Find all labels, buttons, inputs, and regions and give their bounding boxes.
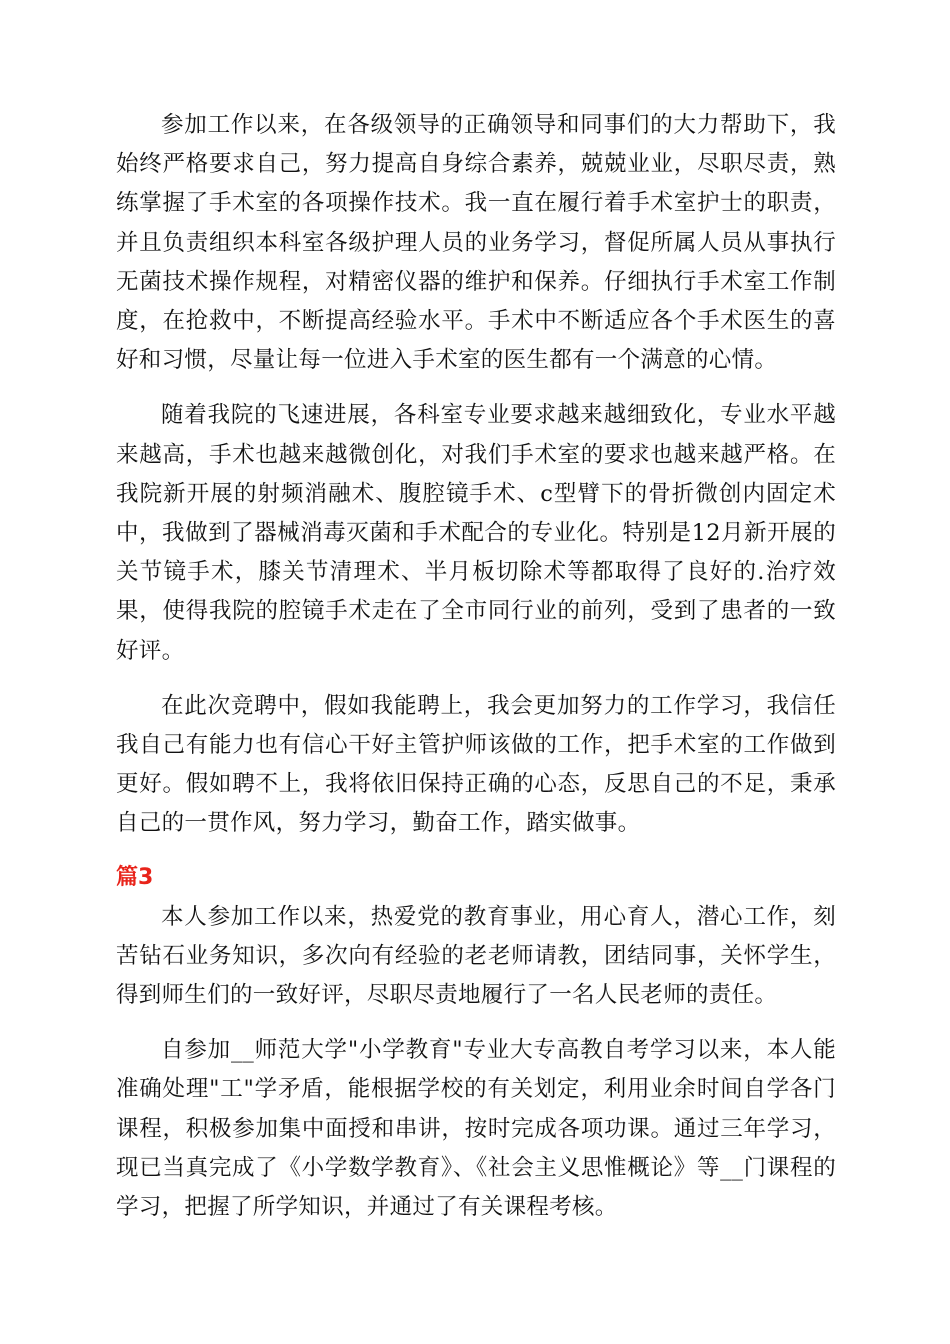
section-heading: 篇3 [116,864,154,890]
paragraph-hospital-development: 随着我院的飞速进展，各科室专业要求越来越细致化，专业水平越来越高，手术也越来越微创化，对我们手术室的要求也越来越严格。在我院新开展的射频消融术、腹腔镜手术、c型臂下的骨折微创内固定术中，我做到了器械消毒灭菌和手术配合的专业化。特别是12月新开展的关节镜手术，膝关节清理术、半月板切除术等都取得了良好的.治疗效果，使得我院的腔镜手术走在了全市同行业的前列，受到了患者的一致好评。 [116,402,836,664]
document-page [116,106,836,1243]
paragraph-competition-statement: 在此次竞聘中，假如我能聘上，我会更加努力的工作学习，我信任我自己有能力也有信心干好主管护师该做的工作，把手术室的工作做到更好。假如聘不上，我将依旧保持正确的心态，反思自己的不足，秉承自己的一贯作风，努力学习，勤奋工作，踏实做事。 [116,692,836,837]
paragraph-self-study: 自参加__师范大学"小学教育"专业大专高教自考学习以来，本人能准确处理"工"学矛盾，能根据学校的有关划定，利用业余时间自学各门课程，积极参加集中面授和串讲，按时完成各项功课。通过三年学习，现已当真完成了《小学数学教育》、《社会主义思惟概论》等__门课程的学习，把握了所学知识，并通过了有关课程考核。 [116,1037,836,1221]
paragraph-teacher-work: 本人参加工作以来，热爱党的教育事业，用心育人，潜心工作，刻苦钻石业务知识，多次向有经验的老老师请教，团结同事，关怀学生，得到师生们的一致好评，尽职尽责地履行了一名人民老师的责任。 [116,903,836,1009]
paragraph-work-overview: 参加工作以来，在各级领导的正确领导和同事们的大力帮助下，我始终严格要求自己，努力提高自身综合素养，兢兢业业，尽职尽责，熟练掌握了手术室的各项操作技术。我一直在履行着手术室护士的职责，并且负责组织本科室各级护理人员的业务学习，督促所属人员从事执行无菌技术操作规程，对精密仪器的维护和保养。仔细执行手术室工作制度，在抢救中，不断提高经验水平。手术中不断适应各个手术医生的喜好和习惯，尽量让每一位进入手术室的医生都有一个满意的心情。 [116,112,836,374]
